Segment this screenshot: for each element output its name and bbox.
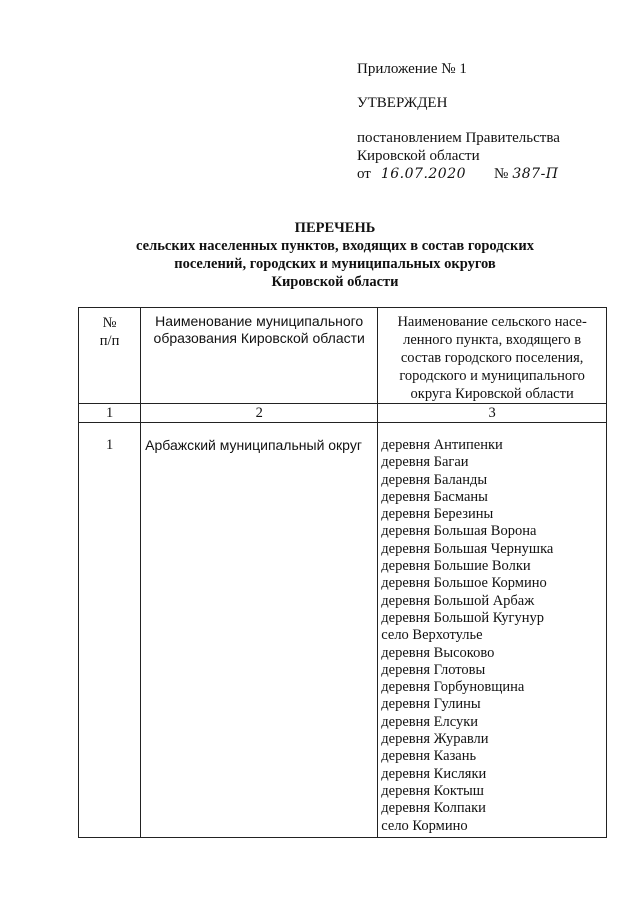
decree-date-number [357,165,560,183]
approval-block [357,60,560,183]
heading-line-1: сельских населенных пунктов, входящих в состав городских [136,238,534,254]
settlement-item: деревня Антипенки [381,437,503,453]
header-num-sign: № [102,315,117,331]
heading-line-3: Кировской области [271,274,399,290]
settlement-item: село Верхотулье [381,627,483,644]
settlement-item: деревня Казань [381,748,477,765]
settlement-item: деревня Большой Кугунур [381,609,544,626]
column-number-3: 3 [378,404,607,423]
document-heading [100,219,570,291]
handwritten-date: 16.07.2020 [380,166,467,182]
municipality-name: Арбажский муниципальный округ [141,423,378,838]
settlement-item: деревня Коктыш [381,782,484,799]
heading-line-2: поселений, городских и муниципальных округов [174,256,496,272]
settlement-item: деревня Березины [381,506,494,523]
settlement-item: деревня Баланды [381,471,488,488]
from-label: от [357,166,371,182]
settlement-item: деревня Глотовы [381,661,486,678]
number-label: № [494,166,509,182]
settlement-list [378,423,607,838]
handwritten-number: 387-П [512,166,559,182]
settlement-item: деревня Большие Волки [381,558,531,575]
row-number: 1 [79,423,141,838]
heading-title: ПЕРЕЧЕНЬ [294,220,376,236]
settlements-table [78,307,607,838]
header-num-cell [79,308,141,404]
table-row [79,423,607,838]
settlement-item: деревня Высоково [381,644,495,661]
header-num-abbr: п/п [99,333,120,349]
decree-line-1: постановлением Правительства [357,130,560,146]
header-settlement: Наименование сельского насе-ленного пункта, входящего в состав городского поселения, городского и муниципального округа Кировской области [378,308,607,404]
column-number-row [79,404,607,423]
approved-label: УТВЕРЖДЕН [357,95,448,111]
settlement-item: деревня Колпаки [381,800,486,817]
settlement-item: деревня Журавли [381,731,489,748]
settlement-item: деревня Большой Арбаж [381,592,535,609]
settlement-item: деревня Багаи [381,454,469,471]
decree-line-2: Кировской области [357,148,480,164]
settlement-item: деревня Большая Ворона [381,523,537,540]
settlement-item: деревня Гулины [381,696,481,713]
settlement-item: село Кормино [381,817,468,834]
column-number-1: 1 [79,404,141,423]
settlement-item: деревня Большая Чернушка [381,540,554,557]
settlement-item: деревня Елсуки [381,713,479,730]
column-number-2: 2 [141,404,378,423]
appendix-label: Приложение № 1 [357,61,467,77]
settlement-item: деревня Большое Кормино [381,575,547,592]
settlement-item: деревня Кисляки [381,765,487,782]
settlement-item: деревня Горбуновщина [381,679,525,696]
header-municipality: Наименование муниципального образования Кировской области [141,308,378,404]
table-header-row [79,308,607,404]
settlement-item: деревня Басманы [381,488,488,505]
